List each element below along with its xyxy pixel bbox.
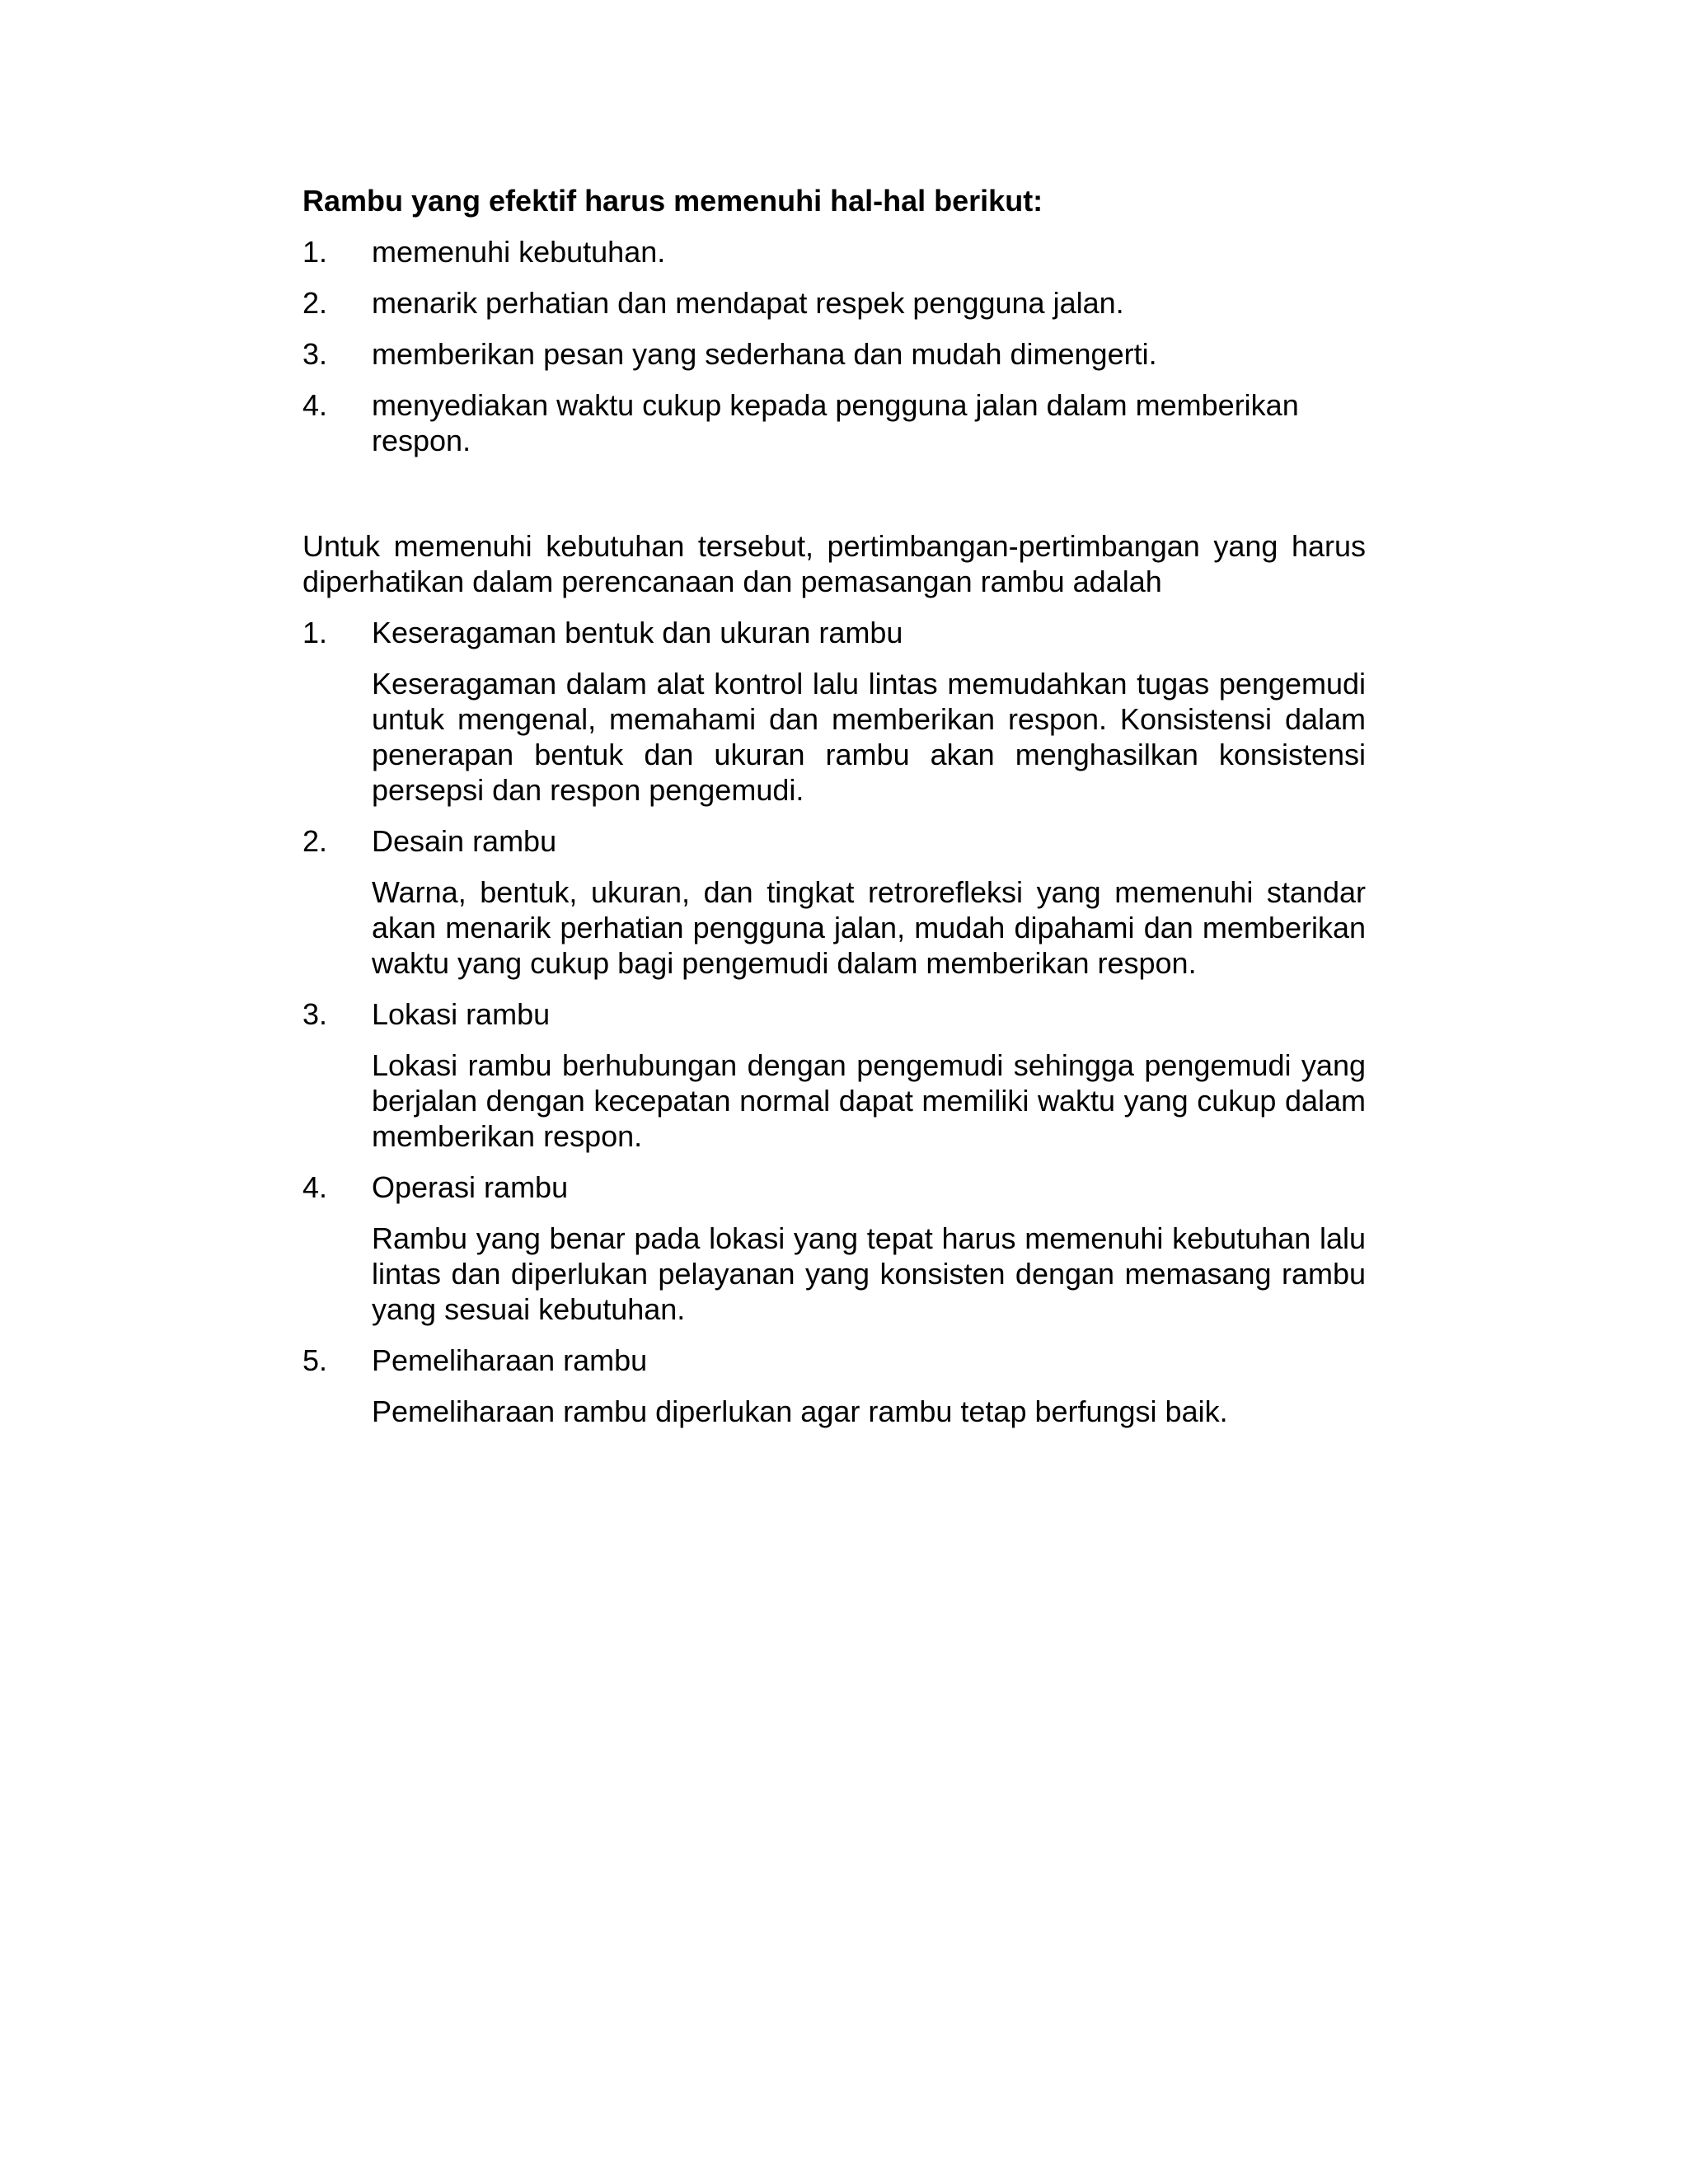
consideration-title: Keseragaman bentuk dan ukuran rambu bbox=[372, 616, 903, 649]
list-text: memenuhi kebutuhan. bbox=[372, 235, 666, 269]
consideration-item bbox=[302, 1343, 1366, 1378]
list-text: memberikan pesan yang sederhana dan mudah dimengerti. bbox=[372, 337, 1157, 371]
list-number: 4. bbox=[302, 1170, 328, 1204]
list-item bbox=[302, 387, 1366, 458]
list-text: menyediakan waktu cukup kepada pengguna jalan dalam memberikan respon. bbox=[372, 388, 1299, 457]
list-item bbox=[302, 336, 1366, 372]
consideration-item bbox=[302, 1169, 1366, 1205]
consideration-description: Rambu yang benar pada lokasi yang tepat harus memenuhi kebutuhan lalu lintas dan diperlukan pelayanan yang konsisten dengan memasang rambu yang sesuai kebutuhan. bbox=[372, 1221, 1366, 1326]
section-spacer bbox=[302, 474, 1366, 528]
list-number: 2. bbox=[302, 824, 328, 858]
list-number: 3. bbox=[302, 997, 328, 1031]
intro-paragraph: Untuk memenuhi kebutuhan tersebut, pertimbangan-pertimbangan yang harus diperhatikan dalam perencanaan dan pemasangan rambu adalah bbox=[302, 529, 1366, 598]
section-heading: Rambu yang efektif harus memenuhi hal-hal berikut: bbox=[302, 184, 1043, 218]
consideration-item bbox=[302, 823, 1366, 859]
list-number: 3. bbox=[302, 337, 328, 371]
list-number: 2. bbox=[302, 286, 328, 320]
list-number: 5. bbox=[302, 1343, 328, 1377]
list-number: 4. bbox=[302, 388, 328, 422]
consideration-description: Warna, bentuk, ukuran, dan tingkat retrorefleksi yang memenuhi standar akan menarik perhatian pengguna jalan, mudah dipahami dan memberikan waktu yang cukup bagi pengemudi dalam memberikan respon. bbox=[372, 875, 1366, 980]
list-number: 1. bbox=[302, 616, 328, 649]
list-number: 1. bbox=[302, 235, 328, 269]
list-item bbox=[302, 285, 1366, 321]
list-text: menarik perhatian dan mendapat respek pengguna jalan. bbox=[372, 286, 1124, 320]
consideration-description: Keseragaman dalam alat kontrol lalu lintas memudahkan tugas pengemudi untuk mengenal, memahami dan memberikan respon. Konsistensi dalam penerapan bentuk dan ukuran rambu akan menghasilkan konsistensi persepsi dan respon pengemudi. bbox=[372, 667, 1366, 807]
consideration-title: Operasi rambu bbox=[372, 1170, 569, 1204]
consideration-description: Pemeliharaan rambu diperlukan agar rambu tetap berfungsi baik. bbox=[372, 1394, 1228, 1428]
consideration-title: Lokasi rambu bbox=[372, 997, 551, 1031]
document-page bbox=[302, 183, 1366, 1445]
consideration-title: Desain rambu bbox=[372, 824, 557, 858]
list-item bbox=[302, 234, 1366, 269]
consideration-title: Pemeliharaan rambu bbox=[372, 1343, 648, 1377]
consideration-description: Lokasi rambu berhubungan dengan pengemudi sehingga pengemudi yang berjalan dengan kecepatan normal dapat memiliki waktu yang cukup dalam memberikan respon. bbox=[372, 1048, 1366, 1153]
consideration-item bbox=[302, 996, 1366, 1032]
consideration-item bbox=[302, 615, 1366, 650]
